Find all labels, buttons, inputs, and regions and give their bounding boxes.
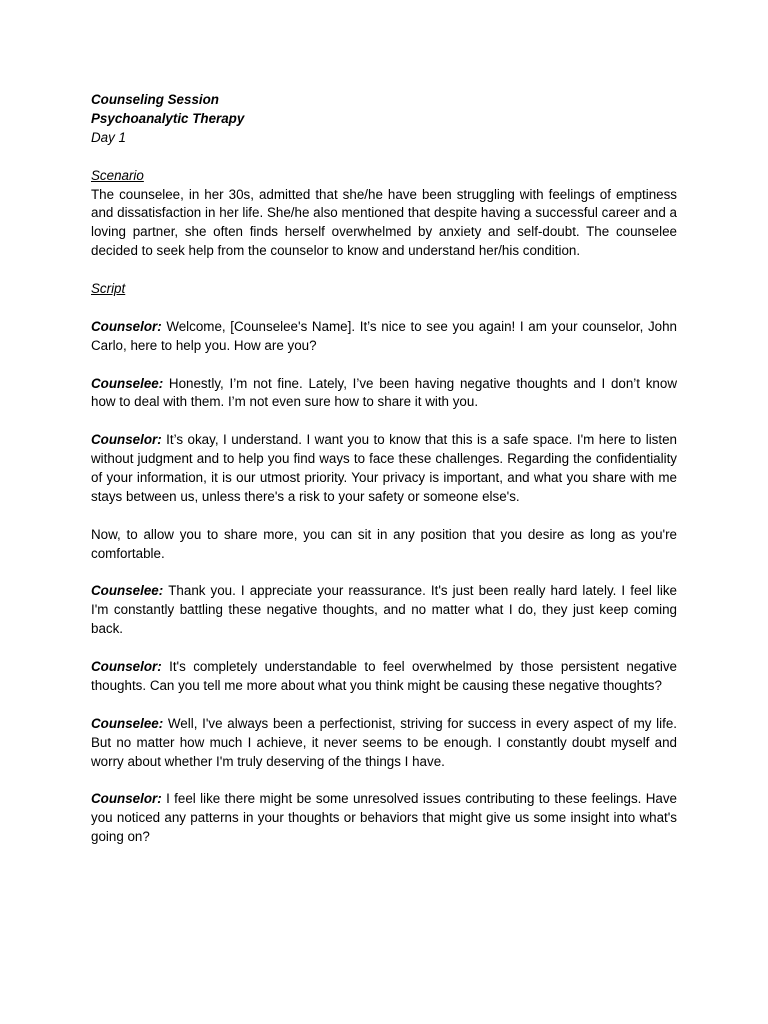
document-body: [91, 91, 677, 847]
scenario-heading: Scenario: [91, 167, 144, 183]
dialogue-turn: [91, 431, 677, 507]
scenario-text: The counselee, in her 30s, admitted that she/he have been struggling with feelings of emptiness and dissatisfaction in her life. She/he also mentioned that despite having a successful career and a loving partner, she often finds herself overwhelmed by anxiety and self-doubt. The counselee decided to seek help from the counselor to know and understand her/his condition.: [91, 186, 677, 259]
speaker-label: Counselor:: [91, 318, 167, 334]
dialogue-turn: [91, 790, 677, 847]
dialogue-text: It’s okay, I understand. I want you to know that this is a safe space. I'm here to listen without judgment and to help you find ways to face these challenges. Regarding the confidentiality of your information, it is our utmost priority. Your privacy is important, and what you share with me stays between us, unless there's a risk to your safety or someone else's.: [91, 432, 677, 504]
dialogue-text: It's completely understandable to feel overwhelmed by those persistent negative thoughts. Can you tell me more about what you think might be causing these negative thoughts?: [91, 659, 677, 693]
document-title: Counseling Session: [91, 92, 219, 107]
dialogue-text: I feel like there might be some unresolved issues contributing to these feelings. Have you noticed any patterns in your thoughts or behaviors that might give us some insight into what's going on?: [91, 791, 677, 845]
script-heading: Script: [91, 281, 126, 297]
speaker-label: Counselor:: [91, 659, 170, 675]
dialogue-turn: [91, 658, 677, 696]
dialogue-text: Welcome, [Counselee's Name]. It’s nice to see you again! I am your counselor, John Carlo, here to help you. How are you?: [91, 318, 677, 353]
dialogue-text: Well, I've always been a perfectionist, striving for success in every aspect of my life. But no matter how much I achieve, it never seems to be enough. I constantly doubt myself and worry about whether I'm truly deserving of the things I have.: [91, 715, 677, 769]
speaker-label: Counselee:: [91, 715, 168, 731]
speaker-label: Counselee:: [91, 583, 169, 599]
session-day: Day 1: [91, 129, 126, 145]
document-subtitle: Psychoanalytic Therapy: [91, 110, 245, 126]
dialogue-text: Honestly, I’m not fine. Lately, I’ve been having negative thoughts and I don’t know how to deal with them. I’m not even sure how to share it with you.: [91, 375, 677, 410]
dialogue-text: Thank you. I appreciate your reassurance. It's just been really hard lately. I feel like I'm constantly battling these negative thoughts, and no matter what I do, they just keep coming back.: [91, 583, 677, 637]
speaker-label: Counselee:: [91, 375, 169, 391]
dialogue-turn: [91, 318, 677, 356]
dialogue-turn: [91, 375, 677, 413]
dialogue-turn: [91, 582, 677, 639]
speaker-label: Counselor:: [91, 791, 167, 807]
dialogue-turn: [91, 715, 677, 772]
speaker-label: Counselor:: [91, 432, 167, 448]
dialogue-turn: [91, 526, 677, 564]
dialogue-text: Now, to allow you to share more, you can sit in any position that you desire as long as you're comfortable.: [91, 526, 677, 561]
